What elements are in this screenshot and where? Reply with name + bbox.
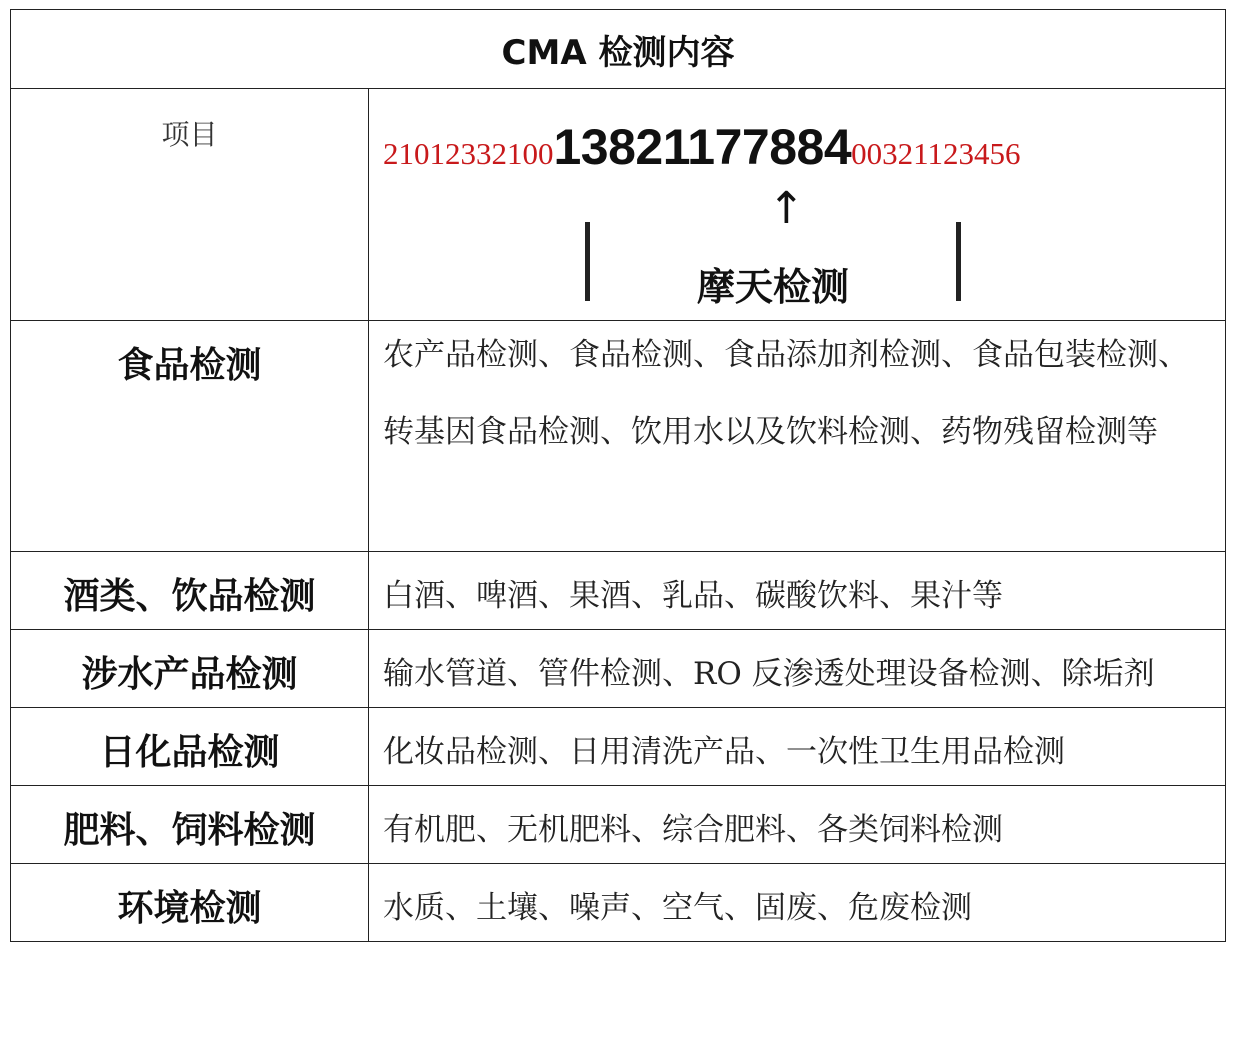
right-bracket-bar (956, 222, 961, 301)
row-content: 水质、土壤、噪声、空气、固废、危废检测 (383, 890, 972, 926)
row-content: 白酒、啤酒、果酒、乳品、碳酸饮料、果汁等 (383, 578, 1003, 614)
table-row (11, 630, 1225, 708)
left-bracket-bar (585, 222, 590, 301)
table-row (11, 786, 1225, 864)
row-category: 肥料、饲料检测 (63, 810, 316, 851)
cma-table (10, 9, 1226, 942)
row-content: 化妆品检测、日用清洗产品、一次性卫生用品检测 (383, 734, 1065, 770)
table-row (11, 552, 1225, 630)
up-arrow-icon: ↑ (768, 183, 805, 234)
company-label: 摩天检测 (697, 265, 850, 309)
row-category: 日化品检测 (99, 732, 280, 773)
row-category: 食品检测 (117, 345, 262, 386)
table-row (11, 708, 1225, 786)
number-left: 21012332100 (383, 136, 554, 171)
number-line (383, 118, 1020, 176)
item-label: 项目 (161, 118, 218, 151)
row-category: 涉水产品检测 (81, 654, 298, 695)
row-category: 环境检测 (117, 888, 262, 929)
table-row (11, 864, 1225, 941)
number-center: 13821177884 (553, 119, 852, 175)
title-row (11, 10, 1225, 89)
row-content: 输水管道、管件检测、RO 反渗透处理设备检测、除垢剂 (383, 656, 1155, 692)
table-row (11, 321, 1225, 552)
row-content: 有机肥、无机肥料、综合肥料、各类饲料检测 (383, 812, 1003, 848)
row-category: 酒类、饮品检测 (63, 576, 316, 617)
row-content: 农产品检测、食品检测、食品添加剂检测、食品包装检测、转基因食品检测、饮用水以及饮料检测、药物残留检测等 (383, 337, 1189, 450)
number-right: 00321123456 (851, 136, 1021, 171)
table-title: CMA 检测内容 (501, 33, 735, 73)
